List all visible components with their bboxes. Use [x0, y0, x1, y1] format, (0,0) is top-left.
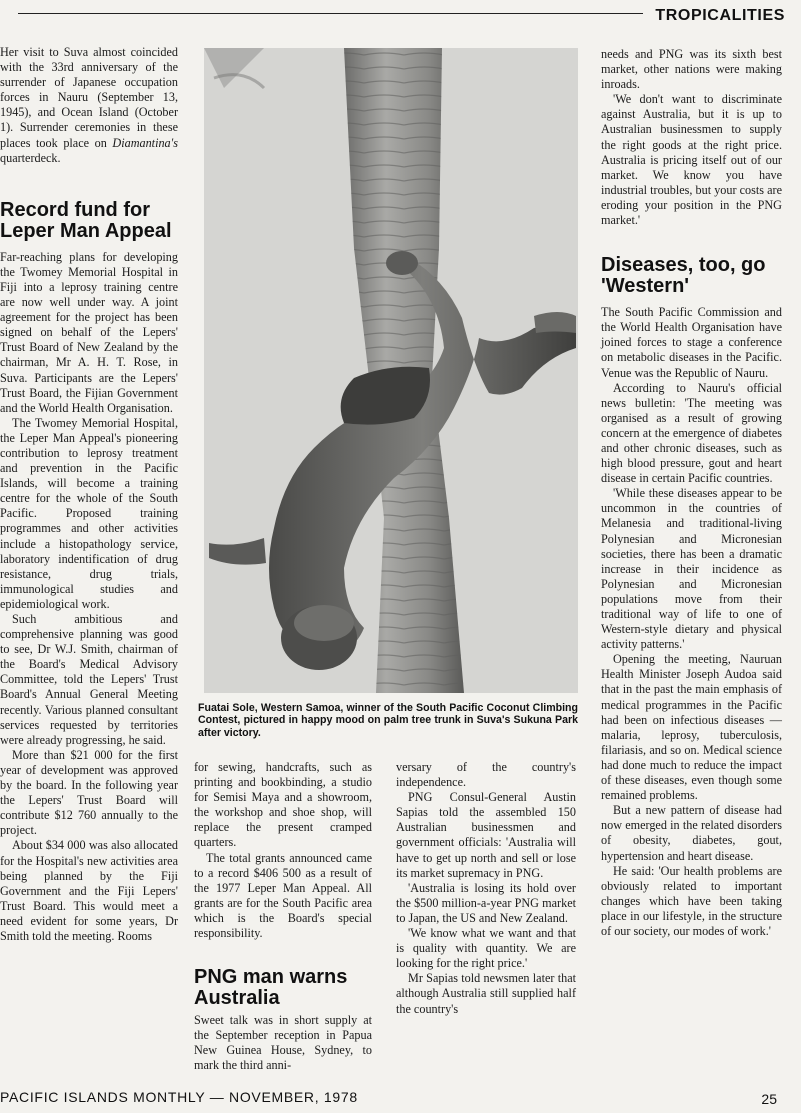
article-paragraph: According to Nauru's official news bulletin: 'The meeting was organised as a result of growing concern at the emergence of diabetes and other chronic diseases, such as high blood pressure, gout and heart disease in certain Pacific countries. [601, 380, 782, 486]
article-paragraph: Such ambitious and comprehensive planning was good to see, Dr W.J. Smith, chairman of the Board's Medical Advisory Committee, told the Lepers' Trust Board's Annual General Meeting recently. Various planned consultant services requested by territories were already progressing, he said. [0, 612, 178, 747]
section-title: TROPICALITIES [655, 7, 785, 24]
article-paragraph: Far-reaching plans for developing the Twomey Memorial Hospital in Fiji into a leprosy training centre are now well under way. A joint agreement for the project has been signed on behalf of the Lepers' Trust Board of New Zealand by the chairman, Mr A. H. T. Rose, in Suva. Participants are the Lepers' Trust Board, the Fijian Government and the World Health Organisation. [0, 249, 178, 415]
right-column [601, 47, 782, 939]
left-column [0, 45, 178, 944]
article-paragraph: About $34 000 was also allocated for the Hospital's new activities area being planned by the Fiji Government and the Fiji Lepers' Trust Board. This would meet a need evident for some years, Dr Smith told the meeting. Rooms [0, 838, 178, 943]
article-paragraph: 'We know what we want and that is quality with quantity. We are looking for the right price.' [396, 926, 576, 971]
article-paragraph: versary of the country's independence. [396, 760, 576, 790]
middle-column-1 [194, 760, 372, 1074]
header-rule [18, 13, 643, 14]
article-paragraph: More than $21 000 for the first year of development was approved by the board. In the following year the Lepers' Trust Board will contribute $12 760 annually to the project. [0, 747, 178, 838]
article-paragraph: The total grants announced came to a record $406 500 as a result of the 1977 Leper Man Appeal. All grants are for the South Pacific area which is the Board's special responsibility. [194, 850, 372, 941]
headline-png-man: PNG man warns Australia [194, 966, 348, 1010]
headline-leper-appeal: Record fund for Leper Man Appeal [0, 198, 172, 242]
article-paragraph: But a new pattern of disease had now emerged in the related disorders of obesity, diabetes, gout, hypertension and heart disease. [601, 803, 782, 863]
article-paragraph: PNG Consul-General Austin Sapias told the assembled 150 Australian businessmen and government officials: 'Australia will have to get up north and sell or lose its market supremacy in PNG. [396, 790, 576, 880]
article-paragraph: Opening the meeting, Nauruan Health Minister Joseph Audoa said that in the past the main emphasis of medical programmes in the Pacific had been on infectious diseases — malaria, leprosy, tuberculosis, filariasis, and so on. Medical science had done much to reduce the impact of these diseases, even though some remained problems. [601, 652, 782, 803]
article-paragraph: 'Australia is losing its hold over the $500 million-a-year PNG market to Japan, the US and New Zealand. [396, 880, 576, 925]
article-paragraph: Mr Sapias told newsmen later that although Australia still supplied half the country's [396, 971, 576, 1016]
article-paragraph: 'While these diseases appear to be uncommon in the countries of Melanesia and traditional-living Polynesian and Micronesian societies, there has been a dramatic increase in their incidence as Polynesian and Micronesian populations move from their traditional way of life to one of Western-style dietary and physical activity patterns.' [601, 486, 782, 652]
article-paragraph: 'We don't want to discriminate against Australia, but it is up to Australian businessmen to supply the right goods at the right price. Australia is pricing itself out of our market. We know you have industrial troubles, but your costs are eroding your position in the PNG market.' [601, 92, 782, 228]
palm-tree-illustration [204, 48, 578, 693]
middle-column-2 [396, 760, 576, 1017]
photo-caption: Fuatai Sole, Western Samoa, winner of the South Pacific Coconut Climbing Contest, pictured in happy mood on palm tree trunk in Suva's Sukuna Park after victory. [198, 702, 578, 739]
article-paragraph: needs and PNG was its sixth best market, other nations were making inroads. [601, 47, 782, 92]
article-paragraph: Sweet talk was in short supply at the September reception in Papua New Guinea House, Sydney, to mark the third anni- [194, 1013, 372, 1073]
article-paragraph: The South Pacific Commission and the World Health Organisation have joined forces to stage a conference on metabolic diseases in the Pacific. Venue was the Republic of Nauru. [601, 305, 782, 380]
article-paragraph: The Twomey Memorial Hospital, the Leper Man Appeal's pioneering contribution to leprosy treatment and prevention in the Pacific Islands, will become a training centre for the whole of the South Pacific. Proposed training programmes and other activities include a histopathology service, laboratory indentification of drug resistance, drug trials, immunological studies and epidemiological work. [0, 415, 178, 611]
article-paragraph: He said: 'Our health problems are obviously related to important changes which have been taking place in our lifestyle, in the structure of our society, our modes of work.' [601, 863, 782, 938]
ship-name: Diamantina's [112, 135, 178, 150]
coconut-climber-photo [204, 48, 578, 693]
publication-footer: PACIFIC ISLANDS MONTHLY — NOVEMBER, 1978 [0, 1089, 358, 1105]
article-paragraph: for sewing, handcrafts, such as printing and bookbinding, a studio for Semisi Maya and a showroom, the workshop and shoe shop, will replace the present cramped quarters. [194, 760, 372, 850]
page-number: 25 [761, 1091, 777, 1107]
intro-paragraph: Her visit to Suva almost coincided with the 33rd anniversary of the surrender of Japanese occupation forces in Nauru (September 13, 1945), and Ocean Island (October 1). Surrender ceremonies in these places took place on Diamantina's quarterdeck. [0, 45, 178, 165]
headline-diseases: Diseases, too, go 'Western' [601, 254, 766, 298]
